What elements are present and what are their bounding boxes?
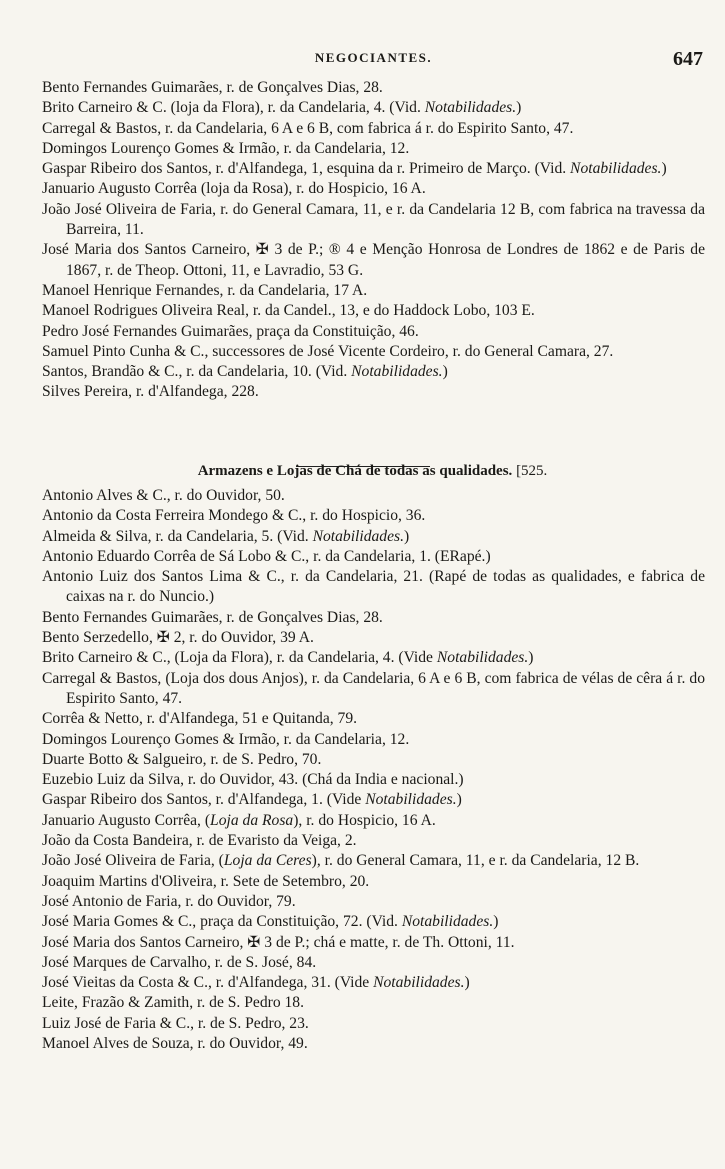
list-item bbox=[42, 933, 705, 953]
list-item bbox=[42, 362, 705, 382]
entry-text: Samuel Pinto Cunha & C., successores de José Vicente Cordeiro, r. do General Camara, 27. bbox=[42, 342, 614, 360]
entry-text: Euzebio Luiz da Silva, r. do Ouvidor, 43. (Chá da India e nacional.) bbox=[42, 771, 464, 789]
list-item bbox=[42, 1014, 705, 1034]
entry-text: ) bbox=[528, 649, 534, 667]
list-item bbox=[42, 872, 705, 892]
list-item bbox=[42, 628, 705, 648]
entry-text: ) bbox=[456, 791, 462, 809]
italic-reference: Loja da Rosa bbox=[210, 811, 294, 829]
entry-text: ), r. do General Camara, 11, e r. da Candelaria, 12 B. bbox=[311, 852, 640, 870]
section-heading-ref: [525. bbox=[516, 463, 548, 479]
italic-reference: Loja da Ceres bbox=[223, 852, 312, 870]
entry-text: José Antonio de Faria, r. do Ouvidor, 79. bbox=[42, 892, 296, 910]
list-item bbox=[42, 119, 705, 139]
list-item bbox=[42, 730, 705, 750]
list-item bbox=[42, 669, 705, 710]
italic-reference: Notabilidades. bbox=[424, 99, 517, 117]
entry-text: Januario Augusto Corrêa, ( bbox=[42, 811, 211, 829]
entry-text: José Maria dos Santos Carneiro, ✠ 3 de P.; chá e matte, r. de Th. Ottoni, 11. bbox=[42, 933, 515, 951]
list-item bbox=[42, 811, 705, 831]
list-item bbox=[42, 527, 705, 547]
list-item bbox=[42, 608, 705, 628]
list-item bbox=[42, 139, 705, 159]
list-item bbox=[42, 953, 705, 973]
list-item bbox=[42, 342, 705, 362]
list-item bbox=[42, 486, 705, 506]
italic-reference: Notabilidades. bbox=[312, 527, 404, 545]
list-item bbox=[42, 993, 705, 1013]
entry-text: Manoel Rodrigues Oliveira Real, r. da Candel., 13, e do Haddock Lobo, 103 E. bbox=[42, 302, 535, 320]
entry-text: ) bbox=[404, 527, 410, 545]
list-item bbox=[42, 382, 705, 402]
entry-text: Bento Fernandes Guimarães, r. de Gonçalves Dias, 28. bbox=[42, 79, 383, 96]
entry-text: João José Oliveira de Faria, ( bbox=[42, 852, 224, 870]
entry-text: João da Costa Bandeira, r. de Evaristo da Veiga, 2. bbox=[42, 832, 357, 850]
tea-shops-list bbox=[42, 486, 705, 1054]
list-item bbox=[42, 973, 705, 993]
list-item bbox=[42, 892, 705, 912]
entry-text: ), r. do Hospicio, 16 A. bbox=[293, 811, 436, 829]
entry-text: ) bbox=[464, 974, 470, 992]
list-item bbox=[42, 770, 705, 790]
entry-text: ) bbox=[493, 913, 499, 931]
list-item bbox=[42, 159, 705, 179]
list-item bbox=[42, 912, 705, 932]
list-item bbox=[42, 506, 705, 526]
list-item bbox=[42, 179, 705, 199]
entry-text: José Marques de Carvalho, r. de S. José, 84. bbox=[42, 953, 317, 971]
running-head: NEGOCIANTES. bbox=[314, 50, 433, 65]
entry-text: ) bbox=[516, 99, 522, 117]
entry-text: Bento Serzedello, ✠ 2, r. do Ouvidor, 39 A. bbox=[42, 629, 314, 647]
entry-text: Carregal & Bastos, (Loja dos dous Anjos), r. da Candelaria, 6 A e 6 B, com fabrica de vélas de cêra á r. do Espirito Santo, 47. bbox=[42, 669, 705, 707]
entry-text: Luiz José de Faria & C., r. de S. Pedro, 23. bbox=[42, 1014, 309, 1032]
entry-text: Antonio Eduardo Corrêa de Sá Lobo & C., r. da Candelaria, 1. (ERapé.) bbox=[42, 547, 491, 565]
list-item bbox=[42, 301, 705, 321]
merchant-list bbox=[42, 78, 705, 403]
entry-text: Manoel Alves de Souza, r. do Ouvidor, 49. bbox=[42, 1035, 308, 1053]
entry-text: Gaspar Ribeiro dos Santos, r. d'Alfandega, 1, esquina da r. Primeiro de Março. (Vid. bbox=[42, 160, 571, 178]
list-item bbox=[42, 547, 705, 567]
list-item bbox=[42, 709, 705, 729]
page-number: 647 bbox=[673, 48, 703, 70]
list-item bbox=[42, 790, 705, 810]
italic-reference: Notabilidades. bbox=[373, 974, 465, 992]
list-item bbox=[42, 322, 705, 342]
italic-reference: Notabilidades. bbox=[365, 791, 457, 809]
entry-text: Antonio Alves & C., r. do Ouvidor, 50. bbox=[42, 487, 285, 504]
list-item bbox=[42, 831, 705, 851]
entry-text: Bento Fernandes Guimarães, r. de Gonçalves Dias, 28. bbox=[42, 608, 383, 626]
list-item bbox=[42, 1034, 705, 1054]
list-item bbox=[42, 200, 705, 241]
entry-text: Antonio da Costa Ferreira Mondego & C., r. do Hospicio, 36. bbox=[42, 507, 426, 525]
list-item bbox=[42, 851, 705, 871]
entry-text: Domingos Lourenço Gomes & Irmão, r. da Candelaria, 12. bbox=[42, 139, 410, 157]
list-item bbox=[42, 98, 705, 118]
list-item bbox=[42, 648, 705, 668]
entry-text: Duarte Botto & Salgueiro, r. de S. Pedro, 70. bbox=[42, 750, 322, 768]
entry-text: João José Oliveira de Faria, r. do General Camara, 11, e r. da Candelaria 12 B, com fabrica na travessa da Barreira, 11. bbox=[42, 200, 705, 239]
entry-text: Brito Carneiro & C. (loja da Flora), r. da Candelaria, 4. (Vid. bbox=[42, 99, 425, 117]
entry-text: Januario Augusto Corrêa (loja da Rosa), r. do Hospicio, 16 A. bbox=[42, 180, 426, 198]
entry-text: José Vieitas da Costa & C., r. d'Alfandega, 31. (Vide bbox=[42, 974, 374, 992]
list-item bbox=[42, 78, 705, 98]
entry-text: Almeida & Silva, r. da Candelaria, 5. (Vid. bbox=[42, 527, 313, 545]
italic-reference: Notabilidades. bbox=[570, 160, 662, 178]
entry-text: Gaspar Ribeiro dos Santos, r. d'Alfandega, 1. (Vide bbox=[42, 791, 366, 809]
entry-text: Leite, Frazão & Zamith, r. de S. Pedro 18. bbox=[42, 994, 305, 1012]
list-item bbox=[42, 281, 705, 301]
entry-text: Corrêa & Netto, r. d'Alfandega, 51 e Quitanda, 79. bbox=[42, 710, 358, 728]
section-heading bbox=[40, 463, 705, 480]
entry-text: Silves Pereira, r. d'Alfandega, 228. bbox=[42, 383, 259, 401]
entry-text: ) bbox=[442, 363, 448, 381]
list-item bbox=[42, 750, 705, 770]
entry-text: Manoel Henrique Fernandes, r. da Candelaria, 17 A. bbox=[42, 281, 368, 299]
entry-text: José Maria Gomes & C., praça da Constituição, 72. (Vid. bbox=[42, 913, 402, 931]
entry-text: ) bbox=[661, 160, 667, 178]
entry-text: Carregal & Bastos, r. da Candelaria, 6 A e 6 B, com fabrica á r. do Espirito Santo, 47. bbox=[42, 119, 574, 137]
entry-text: Antonio Luiz dos Santos Lima & C., r. da Candelaria, 21. (Rapé de todas as qualidades, e fabrica de caixas na r. do Nuncio.) bbox=[42, 568, 705, 606]
italic-reference: Notabilidades. bbox=[401, 913, 494, 931]
entry-text: José Maria dos Santos Carneiro, ✠ 3 de P.; ® 4 e Menção Honrosa de Londres de 1862 e de Paris de 1867, r. de Theop. Ottoni, 11, e Lavradio, 53 G. bbox=[42, 241, 705, 279]
entry-text: Brito Carneiro & C., (Loja da Flora), r. da Candelaria, 4. (Vide bbox=[42, 649, 437, 667]
list-item bbox=[42, 240, 705, 281]
section-heading-text: Armazens e Lojas de Chá de todas as qualidades. bbox=[197, 463, 513, 479]
entry-text: Pedro José Fernandes Guimarães, praça da Constituição, 46. bbox=[42, 322, 419, 340]
italic-reference: Notabilidades. bbox=[351, 363, 443, 381]
list-item bbox=[42, 567, 705, 608]
italic-reference: Notabilidades. bbox=[436, 649, 529, 667]
entry-text: Domingos Lourenço Gomes & Irmão, r. da Candelaria, 12. bbox=[42, 730, 410, 748]
entry-text: Santos, Brandão & C., r. da Candelaria, 10. (Vid. bbox=[42, 363, 352, 381]
page-header bbox=[40, 50, 707, 80]
entry-text: Joaquim Martins d'Oliveira, r. Sete de Setembro, 20. bbox=[42, 872, 370, 890]
